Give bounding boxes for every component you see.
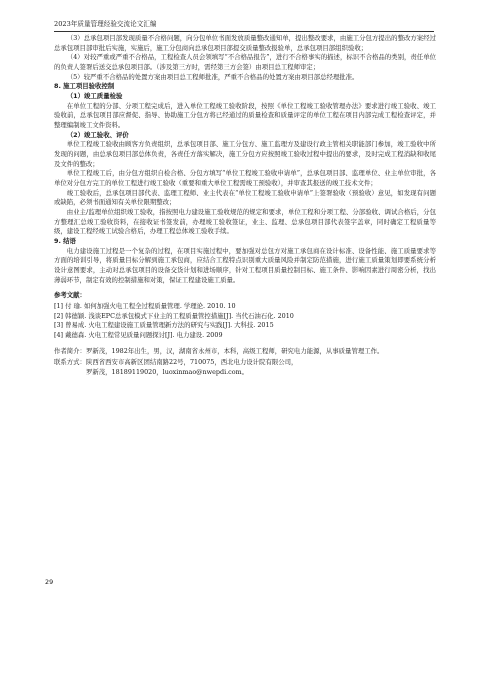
paragraph-acceptance-organization: 单位工程竣工验收由顾客方负责组织，总承包项目部、施工分包方、施工监理方及建设行政主管相关职能部门参加，竣工验收中所发现的问题，由总承包项目部总体负责，各责任方落实解决，施工分包方应按照竣工验收过程中提出的要求，及时完成工程消缺和收尾及文件的整改； (54, 140, 436, 168)
article-body (54, 34, 436, 378)
subsection-heading-completion-inspection: （1）竣工质量检验 (66, 92, 123, 101)
author-contact-line: 联系方式：陕西省西安市高新区团结南路22号，710075，西北电力设计院有限公司， (54, 357, 298, 366)
reference-item: [4] 戴德森. 火电工程常见质量问题探讨[J]. 电力建设. 2009 (54, 331, 223, 340)
paragraph-item-3: （3）总承包项目部发现质量不合格问题，向分包单位书面发放质量整改通知单，提出整改要求，由施工分包方提出的整改方案经过总承包项目部审批后实施，实施后，施工分包商向总承包项目部提交质量整改报验单，总承包项目部组织验收； (54, 34, 436, 52)
author-contact-line: 罗新茂，18189119020，luoxinmao@nwepdi.com。 (86, 368, 249, 377)
reference-item: [3] 曾易成. 火电工程建设施工质量管理新方法的研究与实践[J]. 大科技. 2015 (54, 321, 274, 330)
reference-item: [2] 韩德颖. 浅谈EPC总承包模式下业主的工程质量管控措施[J]. 当代石油石化. 2010 (54, 311, 294, 320)
reference-item: [1] 付 瑜. 如何加强火电工程全过程质量管理. 学理论. 2010. 10 (54, 302, 236, 311)
paragraph-conclusion: 电力建设施工过程是一个复杂的过程，在项目实施过程中，要加强对总包方对施工承包商在设计标准、设备性能、施工质量要求等方面的培训引导，将质量目标分解到施工承包商，应结合工程特点识别重大质量风险并制定防范措施，进行施工质量策划即要系统分析设计意图要求，主动对总承包项目的设备交货计划和进场顺序，针对工程项目质量控制目标、施工条件、影响因素进行周密分析，找出薄弱环节，制定有效的控制措施和对策，保证工程建设施工质量。 (54, 246, 436, 284)
running-header (54, 21, 434, 32)
journal-title: 2023年质量管理经验交流论文汇编 (54, 20, 157, 28)
section-heading-8: 8. 施工项目验收控制 (54, 82, 115, 91)
subsection-heading-acceptance-evaluation: （2）竣工验收、评价 (66, 130, 129, 139)
references-title: 参考文献： (54, 291, 86, 300)
paragraph-item-4: （4）对较严重或严重不合格品，工程检查人员会领填写“不合格品报告”，进行不合格事实的描述，标识不合格品的类别，责任单位的负责人签署后送交总承包项目部。（涉及第三方时，需经第三方会签）由项目总工程师审定； (54, 53, 436, 72)
paragraph-acceptance-signing: 竣工验收后，总承包项目部代表、监理工程师、业主代表在“单位工程竣工验收申请单”上签署验收（预验收）意见，如发现有问题或缺陷，必须书面通知有关单位限期整改； (54, 188, 436, 207)
paragraph-final-acceptance: 由业主/监理单位组织竣工验收，指按照电力建设施工验收规范的规定和要求，单位工程和分项工程、分部验收、调试合格后，分包方整理汇总竣工验收资料，在接收证书签发前，办理竣工验收签证，业主、监理、总承包项目部代表签字盖章，同时确定工程质量等级，建设工程经竣工试验合格后，办理工程总体竣工验收手续。 (54, 208, 436, 236)
section-heading-9: 9. 结语 (54, 237, 76, 246)
paragraph-completion-inspection: 在单位工程的分部、分项工程完成后，进入单位工程竣工验收阶段，按照《单位工程竣工验收管理办法》要求进行竣工验收、竣工验收前，总承包项目部应督促、指导、协助施工分包方将已经通过的质量检查和质量评定的单位工程在项目内部完成工程检查评定，并整理编制竣工文件资料。 (54, 101, 436, 130)
author-intro: 作者简介：罗新茂，1982年出生，男，汉，湖南省永州市，本科，高级工程师，研究电力能源，从事质量管理工作。 (54, 346, 384, 355)
paragraph-acceptance-application: 单位工程竣工后，由分包方组织自检合格、分包方填写“单位工程竣工验收申请单”，总承包项目部、监理单位、业主单位审批，各单位对分包方完工的单位工程进行竣工验收（重要和重大单位工程需竣工预验收），并审查其报送的竣工技术文件； (54, 169, 436, 188)
page-number: 29 (45, 578, 54, 586)
paragraph-item-5: （5）较严重不合格品的处置方案由项目总工程师批准，严重不合格品的处置方案由项目部总经理批准。 (66, 72, 359, 81)
